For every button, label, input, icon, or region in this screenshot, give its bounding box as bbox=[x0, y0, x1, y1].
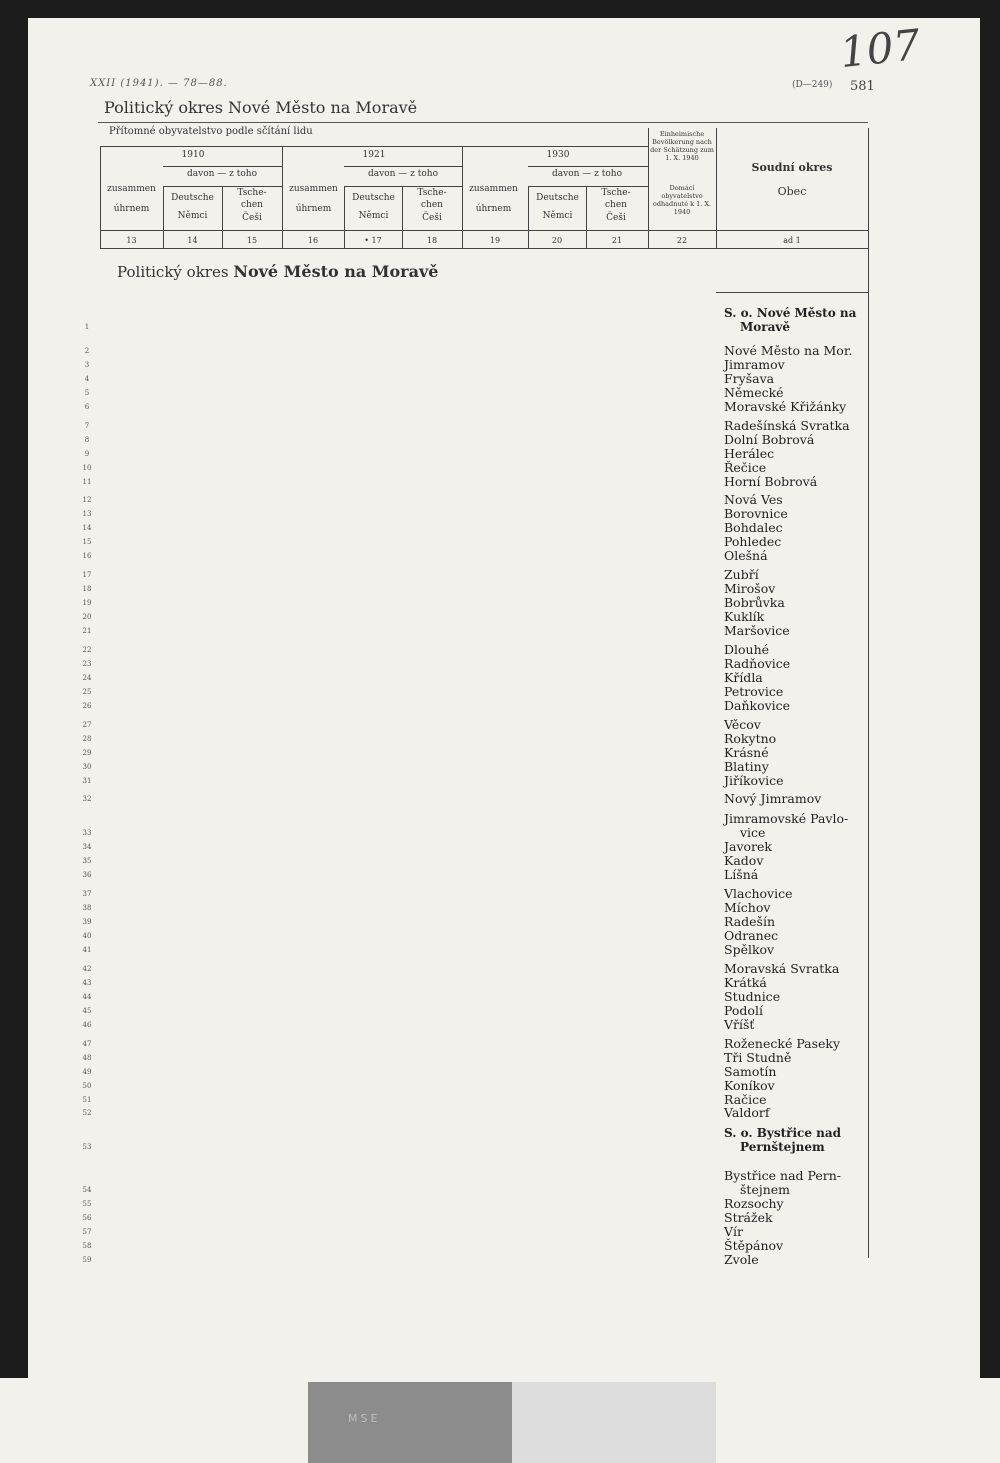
row-number: 11 bbox=[82, 477, 92, 486]
district-title: Politický okres Nové Město na Moravě bbox=[104, 98, 418, 117]
tscheche-header: Tsche- bbox=[417, 188, 447, 198]
row-number: 51 bbox=[82, 1095, 92, 1104]
color-target-card bbox=[308, 1382, 716, 1463]
column-number: 21 bbox=[611, 236, 623, 245]
row-number: 48 bbox=[82, 1053, 92, 1062]
municipality-name: Kuklík bbox=[724, 609, 765, 625]
municipality-name: Spělkov bbox=[724, 942, 775, 957]
row-number: 27 bbox=[82, 720, 92, 729]
municipality-name: Fryšava bbox=[724, 370, 775, 386]
column-number: 16 bbox=[307, 236, 319, 245]
row-number: 36 bbox=[82, 871, 92, 880]
municipality-name: Moravská Svratka bbox=[724, 960, 840, 976]
column-number: 20 bbox=[551, 236, 563, 245]
year-1910-header: 1910 bbox=[181, 150, 205, 160]
row-number: 59 bbox=[82, 1256, 92, 1265]
municipality-name: Rokytno bbox=[724, 730, 777, 746]
municipality-name: Dlouhé bbox=[724, 641, 770, 657]
table-rule-right bbox=[868, 128, 869, 1258]
uhrnem-header: úhrnem bbox=[475, 204, 512, 214]
header-rule-top bbox=[100, 146, 648, 147]
municipality-name: Jiříkovice bbox=[724, 772, 784, 788]
municipality-name: Roženecké Paseky bbox=[724, 1035, 841, 1051]
row-number: 22 bbox=[82, 645, 92, 654]
header-rule-bottom bbox=[100, 248, 868, 249]
row-number: 54 bbox=[82, 1186, 92, 1195]
row-number: 33 bbox=[82, 829, 92, 838]
municipality-name: Odranec bbox=[724, 928, 779, 944]
header-rule-sub bbox=[344, 186, 462, 187]
color-target-dark-patch bbox=[308, 1382, 512, 1463]
row-number: 37 bbox=[82, 890, 92, 899]
municipality-name-continued: vice bbox=[740, 825, 766, 841]
column-number: 14 bbox=[187, 236, 198, 245]
municipality-name: Petrovice bbox=[724, 683, 784, 699]
row-number: 23 bbox=[82, 659, 92, 668]
municipality-name: Nová Ves bbox=[724, 492, 783, 508]
municipality-name: Mirošov bbox=[724, 581, 776, 597]
header-rule-sub bbox=[528, 186, 648, 187]
municipality-name: Radešín bbox=[724, 914, 776, 930]
row-number: 4 bbox=[84, 374, 90, 383]
municipality-name: Německé bbox=[724, 384, 784, 400]
row-number: 6 bbox=[84, 402, 90, 411]
row-number: 43 bbox=[82, 978, 92, 987]
estimate-german-header: Einheimische Bevölkerung nach der Schätzung zum 1. X. 1940 bbox=[650, 130, 714, 162]
obec-header: Obec bbox=[777, 185, 807, 198]
row-number: 45 bbox=[82, 1006, 92, 1015]
deutsche-header: Deutsche bbox=[536, 193, 579, 203]
row-number: 57 bbox=[82, 1228, 92, 1237]
row-number: 19 bbox=[82, 599, 92, 608]
municipality-name: Maršovice bbox=[724, 623, 790, 638]
column-number: 18 bbox=[426, 236, 438, 245]
uhrnem-header: úhrnem bbox=[113, 204, 150, 214]
row-number: 46 bbox=[82, 1020, 92, 1029]
municipality-name: Bystřice nad Pern- bbox=[724, 1168, 842, 1184]
row-number: 7 bbox=[84, 421, 90, 430]
municipality-name: Koníkov bbox=[724, 1077, 775, 1093]
municipality-name: Líšná bbox=[724, 867, 759, 883]
municipality-name-continued: štejnem bbox=[740, 1182, 791, 1198]
row-number: 20 bbox=[82, 613, 92, 622]
row-number: 58 bbox=[82, 1242, 92, 1251]
row-number: 32 bbox=[82, 795, 92, 804]
year-1921-header: 1921 bbox=[362, 150, 386, 160]
municipality-name: Tři Studně bbox=[724, 1049, 792, 1065]
header-rule-sub bbox=[344, 166, 462, 167]
municipality-name: Moravské Křižánky bbox=[724, 398, 847, 414]
davon-header: davon — z toho bbox=[551, 169, 622, 179]
municipality-name: Blatiny bbox=[724, 758, 769, 774]
column-number: 22 bbox=[676, 236, 688, 245]
row-number: 24 bbox=[82, 673, 92, 682]
section-rule bbox=[716, 292, 868, 293]
municipality-name: Valdorf bbox=[724, 1105, 770, 1121]
column-number: 13 bbox=[126, 236, 137, 245]
municipality-name: Rozsochy bbox=[724, 1196, 784, 1212]
row-number: 38 bbox=[82, 904, 92, 913]
row-number: 28 bbox=[82, 734, 92, 743]
color-target-label: MSE bbox=[348, 1412, 381, 1425]
municipality-name: Řečice bbox=[724, 459, 767, 475]
row-number: 15 bbox=[82, 538, 92, 547]
nemci-header: Němci bbox=[542, 211, 573, 221]
year-1930-header: 1930 bbox=[546, 150, 570, 160]
row-number: 12 bbox=[82, 496, 92, 505]
municipality-name: Jimramovské Pavlo- bbox=[724, 811, 849, 827]
municipality-name-continued: Moravě bbox=[740, 320, 790, 334]
municipality-name: Borovnice bbox=[724, 506, 788, 522]
row-number: 44 bbox=[82, 992, 92, 1001]
row-number: 13 bbox=[82, 510, 92, 519]
deutsche-header: Deutsche bbox=[352, 193, 395, 203]
row-number: 5 bbox=[84, 388, 90, 397]
column-number: 15 bbox=[246, 236, 258, 245]
row-number: 18 bbox=[82, 585, 92, 594]
header-rule-v bbox=[462, 146, 463, 248]
zusammen-header: zusammen bbox=[107, 184, 156, 194]
row-number: 16 bbox=[82, 552, 92, 561]
row-number: 55 bbox=[82, 1200, 92, 1209]
row-number: 2 bbox=[84, 346, 90, 355]
uhrnem-header: úhrnem bbox=[295, 204, 332, 214]
row-number: 14 bbox=[82, 524, 92, 533]
cesi-header: Češi bbox=[422, 213, 442, 223]
row-number: 1 bbox=[84, 323, 90, 331]
municipality-name: Kadov bbox=[724, 853, 764, 869]
header-rule-mid bbox=[100, 230, 868, 231]
row-number: 9 bbox=[84, 449, 90, 458]
page-reference: (D—249) bbox=[792, 80, 833, 90]
municipality-name: Daňkovice bbox=[724, 697, 791, 713]
municipality-name: Radňovice bbox=[724, 655, 791, 671]
municipality-name: Strážek bbox=[724, 1210, 773, 1226]
row-number: 25 bbox=[82, 687, 92, 696]
row-number: 42 bbox=[82, 964, 92, 973]
municipality-name-continued: Pernštejnem bbox=[740, 1140, 825, 1155]
municipality-name: Krátká bbox=[724, 974, 767, 990]
municipality-name: Radešínská Svratka bbox=[724, 417, 850, 433]
row-number: 3 bbox=[84, 360, 90, 369]
municipality-name: Bobrůvka bbox=[724, 595, 785, 611]
row-number: 34 bbox=[82, 843, 92, 852]
cesi-header: Češi bbox=[242, 213, 262, 223]
row-number: 35 bbox=[82, 857, 92, 866]
municipality-name: Vlachovice bbox=[724, 886, 793, 902]
nemci-header: Němci bbox=[358, 211, 389, 221]
present-population-caption: Přítomné obyvatelstvo podle sčítání lidu bbox=[109, 126, 313, 137]
municipality-name: Samotín bbox=[724, 1063, 777, 1079]
chen-header: chen bbox=[605, 200, 627, 210]
page-number: 581 bbox=[850, 79, 875, 94]
handwritten-page-number: 107 bbox=[837, 19, 923, 78]
municipality-name: Herálec bbox=[724, 445, 775, 461]
municipality-name: Krásné bbox=[724, 744, 769, 760]
header-rule-sub bbox=[163, 166, 282, 167]
row-number: 8 bbox=[84, 435, 90, 444]
court-district-header: Soudní okres bbox=[751, 161, 833, 174]
row-number: 29 bbox=[82, 748, 92, 757]
municipality-name: Jimramov bbox=[724, 356, 785, 372]
municipality-name: Křídla bbox=[724, 669, 763, 685]
title-rule bbox=[98, 122, 868, 123]
municipality-name: Nové Město na Mor. bbox=[724, 342, 853, 358]
section-title: Politický okres Nové Město na Moravě bbox=[117, 262, 439, 281]
row-number: 53 bbox=[82, 1143, 92, 1152]
row-number: 56 bbox=[82, 1214, 92, 1223]
row-number: 30 bbox=[82, 762, 92, 771]
row-number: 49 bbox=[82, 1067, 92, 1076]
municipality-name: Zvole bbox=[724, 1252, 759, 1268]
municipality-name: Bohdalec bbox=[724, 520, 783, 536]
nemci-header: Němci bbox=[177, 211, 208, 221]
row-number: 39 bbox=[82, 918, 92, 927]
row-number: 52 bbox=[82, 1109, 92, 1118]
row-number: 10 bbox=[82, 463, 92, 472]
header-rule-v bbox=[282, 146, 283, 248]
chen-header: chen bbox=[421, 200, 443, 210]
header-rule-left bbox=[100, 146, 101, 248]
municipality-name: Dolní Bobrová bbox=[724, 431, 815, 447]
municipality-name: Míchov bbox=[724, 900, 771, 916]
municipality-name: Javorek bbox=[724, 839, 772, 855]
chen-header: chen bbox=[241, 200, 263, 210]
tscheche-header: Tsche- bbox=[601, 188, 631, 198]
row-number: 50 bbox=[82, 1081, 92, 1090]
row-number: 21 bbox=[82, 627, 92, 635]
court-district-name: S. o. Nové Město na bbox=[724, 306, 857, 320]
estimate-czech-header: Domácí obyvatelstvo odhadnuté k 1. X. 1940 bbox=[652, 184, 712, 216]
zusammen-header: zusammen bbox=[469, 184, 518, 194]
municipality-name: Vříšť bbox=[724, 1016, 755, 1032]
municipality-name: Horní Bobrová bbox=[724, 473, 818, 489]
municipality-name: Pohledec bbox=[724, 534, 782, 550]
municipality-name: Věcov bbox=[724, 716, 761, 732]
column-number: • 17 bbox=[364, 236, 382, 245]
column-number: ad 1 bbox=[783, 236, 801, 245]
header-rule-sub bbox=[163, 186, 282, 187]
deutsche-header: Deutsche bbox=[171, 193, 214, 203]
davon-header: davon — z toho bbox=[367, 169, 438, 179]
row-number: 47 bbox=[82, 1039, 92, 1048]
row-number: 40 bbox=[82, 932, 92, 941]
municipality-name: Nový Jimramov bbox=[724, 791, 822, 807]
municipality-name: Račice bbox=[724, 1091, 767, 1107]
zusammen-header: zusammen bbox=[289, 184, 338, 194]
header-rule-sub bbox=[528, 166, 648, 167]
row-number: 41 bbox=[82, 946, 92, 954]
court-district-name: S. o. Bystřice nad bbox=[724, 1126, 842, 1141]
row-number: 31 bbox=[82, 776, 92, 785]
municipality-name: Vír bbox=[724, 1224, 744, 1240]
municipality-name: Štěpánov bbox=[724, 1238, 784, 1254]
municipality-name: Studnice bbox=[724, 988, 781, 1004]
row-number: 17 bbox=[82, 571, 92, 580]
cesi-header: Češi bbox=[606, 213, 626, 223]
municipality-name: Podolí bbox=[724, 1002, 763, 1018]
municipality-name: Olešná bbox=[724, 548, 768, 564]
column-number: 19 bbox=[489, 236, 501, 245]
series-reference: XXII (1941). — 78—88. bbox=[90, 78, 228, 89]
davon-header: davon — z toho bbox=[186, 169, 257, 179]
municipality-name: Zubří bbox=[724, 567, 759, 583]
row-number: 26 bbox=[82, 701, 92, 710]
tscheche-header: Tsche- bbox=[237, 188, 267, 198]
